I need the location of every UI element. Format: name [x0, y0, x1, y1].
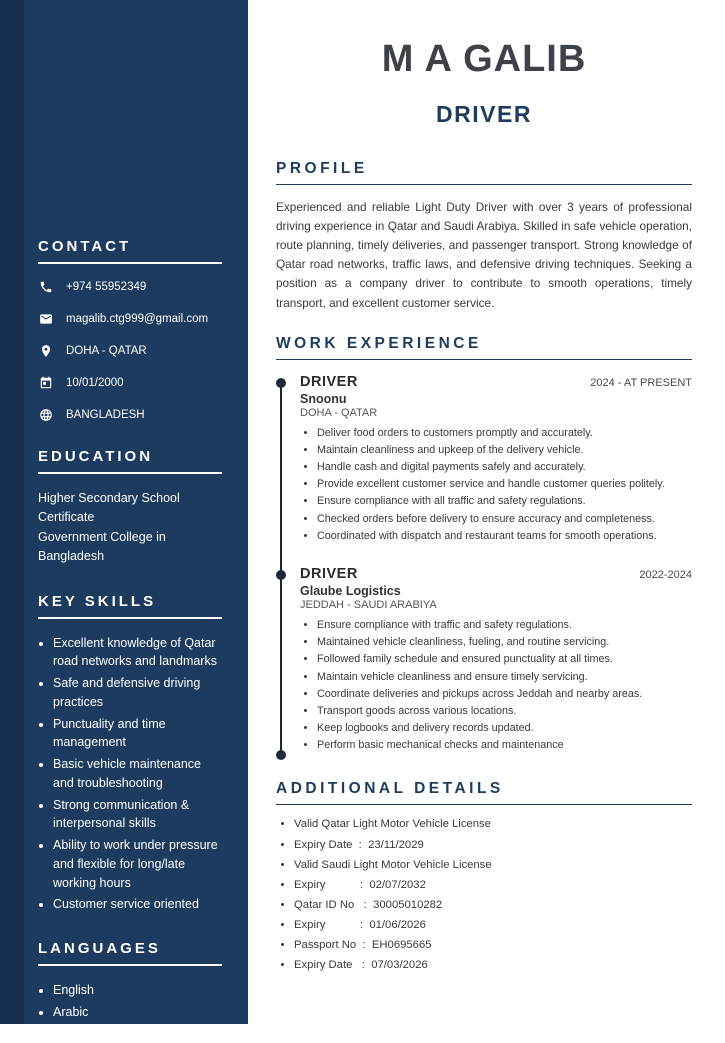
job-location: DOHA - QATAR — [300, 407, 692, 419]
phone-icon — [38, 279, 53, 294]
contact-location-row — [38, 343, 222, 358]
profile-heading: PROFILE — [276, 160, 692, 185]
language-item: • Hindi — [53, 1025, 222, 1043]
contact-location-text: DOHA - QATAR — [66, 345, 147, 357]
additional-detail-item: • Passport No : EH0695665 — [294, 935, 692, 955]
job-company: Snoonu — [300, 392, 692, 406]
additional-details-list — [276, 814, 692, 975]
job-period: 2022-2024 — [639, 569, 692, 581]
contact-nationality-text: BANGLADESH — [66, 409, 145, 421]
job-bullet: • Perform basic mechanical checks and maintenance — [317, 737, 692, 753]
education-line: Higher Secondary School Certificate — [38, 489, 222, 528]
candidate-title: DRIVER — [276, 101, 692, 128]
timeline-dot — [276, 378, 286, 388]
contact-dob-row — [38, 375, 222, 390]
work-experience-heading: WORK EXPERIENCE — [276, 335, 692, 360]
key-skill-item: • Basic vehicle maintenance and troubleshooting — [53, 755, 222, 793]
experience-timeline — [276, 374, 692, 761]
work-experience-section — [276, 335, 692, 761]
job-bullet: • Keep logbooks and delivery records updated. — [317, 720, 692, 736]
job-role: DRIVER — [300, 566, 358, 582]
job-bullet: • Deliver food orders to customers promptly and accurately. — [317, 425, 692, 441]
sidebar-content — [0, 0, 248, 1043]
languages-list — [38, 981, 222, 1043]
job-bullet-list — [300, 425, 692, 544]
job-bullet: • Checked orders before delivery to ensure accuracy and completeness. — [317, 511, 692, 527]
job-role: DRIVER — [300, 374, 358, 390]
key-skills-section — [38, 593, 222, 915]
contact-section — [38, 238, 222, 422]
additional-detail-item: • Valid Qatar Light Motor Vehicle License — [294, 814, 692, 834]
sidebar — [0, 0, 248, 1024]
profile-section — [276, 160, 692, 313]
location-pin-icon — [38, 343, 53, 358]
timeline-dot — [276, 570, 286, 580]
profile-text: Experienced and reliable Light Duty Driver with over 3 years of professional driving experience in Qatar and Saudi Arabiya. Skilled in safe vehicle operation, route planning, timely deliveries, and passenger transport. Strong knowledge of Qatar road networks, traffic laws, and defensive driving techniques. Seeking a position as a company driver to contribute to smooth operations, timely transport, and excellent customer service. — [276, 198, 692, 313]
additional-detail-item: • Valid Saudi Light Motor Vehicle License — [294, 855, 692, 875]
education-heading: EDUCATION — [38, 448, 222, 474]
additional-detail-item: • Expiry Date : 23/11/2029 — [294, 835, 692, 855]
key-skills-heading: KEY SKILLS — [38, 593, 222, 619]
job-bullet: • Maintain vehicle cleanliness and ensure timely servicing. — [317, 669, 692, 685]
additional-details-heading: ADDITIONAL DETAILS — [276, 780, 692, 805]
education-lines — [38, 489, 222, 567]
key-skill-item: • Excellent knowledge of Qatar road networks and landmarks — [53, 634, 222, 672]
contact-dob-text: 10/01/2000 — [66, 377, 124, 389]
job-bullet: • Coordinated with dispatch and restaurant teams for smooth operations. — [317, 528, 692, 544]
additional-detail-item: • Expiry : 02/07/2032 — [294, 875, 692, 895]
languages-section — [38, 940, 222, 1043]
job-header — [300, 566, 692, 582]
key-skill-item: • Ability to work under pressure and flexible for long/late working hours — [53, 836, 222, 892]
job-entry-1 — [276, 374, 692, 544]
main-content — [248, 0, 725, 1024]
job-bullet: • Provide excellent customer service and handle customer queries politely. — [317, 476, 692, 492]
email-icon — [38, 311, 53, 326]
languages-heading: LANGUAGES — [38, 940, 222, 966]
job-bullet: • Transport goods across various locations. — [317, 703, 692, 719]
additional-detail-item: • Expiry : 01/06/2026 — [294, 915, 692, 935]
job-location: JEDDAH - SAUDI ARABIYA — [300, 599, 692, 611]
education-section — [38, 448, 222, 567]
candidate-name: M A GALIB — [276, 38, 692, 81]
job-bullet: • Handle cash and digital payments safely and accurately. — [317, 459, 692, 475]
contact-nationality-row — [38, 407, 222, 422]
job-bullet: • Ensure compliance with traffic and safety regulations. — [317, 617, 692, 633]
contact-phone-row — [38, 279, 222, 294]
key-skill-item: • Safe and defensive driving practices — [53, 674, 222, 712]
key-skill-item: • Customer service oriented — [53, 895, 222, 914]
job-bullet: • Followed family schedule and ensured punctuality at all times. — [317, 651, 692, 667]
contact-email-row — [38, 311, 222, 326]
additional-detail-item: • Qatar ID No : 30005010282 — [294, 895, 692, 915]
language-item: • Arabic — [53, 1003, 222, 1022]
calendar-icon — [38, 375, 53, 390]
language-item: • English — [53, 981, 222, 1000]
job-bullet: • Maintain cleanliness and upkeep of the delivery vehicle. — [317, 442, 692, 458]
job-company: Glaube Logistics — [300, 584, 692, 598]
job-header — [300, 374, 692, 390]
timeline-dot — [276, 750, 286, 760]
job-period: 2024 - AT PRESENT — [590, 377, 692, 389]
additional-detail-item: • Expiry Date : 07/03/2026 — [294, 955, 692, 975]
education-line: Government College in Bangladesh — [38, 528, 222, 567]
key-skill-item: • Strong communication & interpersonal skills — [53, 796, 222, 834]
contact-phone-text: +974 55952349 — [66, 281, 146, 293]
contact-email-text: magalib.ctg999@gmail.com — [66, 313, 208, 325]
job-bullet: • Coordinate deliveries and pickups across Jeddah and nearby areas. — [317, 686, 692, 702]
job-bullet: • Maintained vehicle cleanliness, fueling, and routine servicing. — [317, 634, 692, 650]
job-entry-2 — [276, 566, 692, 754]
additional-details-section — [276, 780, 692, 975]
job-bullet-list — [300, 617, 692, 754]
key-skill-item: • Punctuality and time management — [53, 715, 222, 753]
globe-icon — [38, 407, 53, 422]
job-bullet: • Ensure compliance with all traffic and safety regulations. — [317, 493, 692, 509]
key-skills-list — [38, 634, 222, 915]
contact-heading: CONTACT — [38, 238, 222, 264]
